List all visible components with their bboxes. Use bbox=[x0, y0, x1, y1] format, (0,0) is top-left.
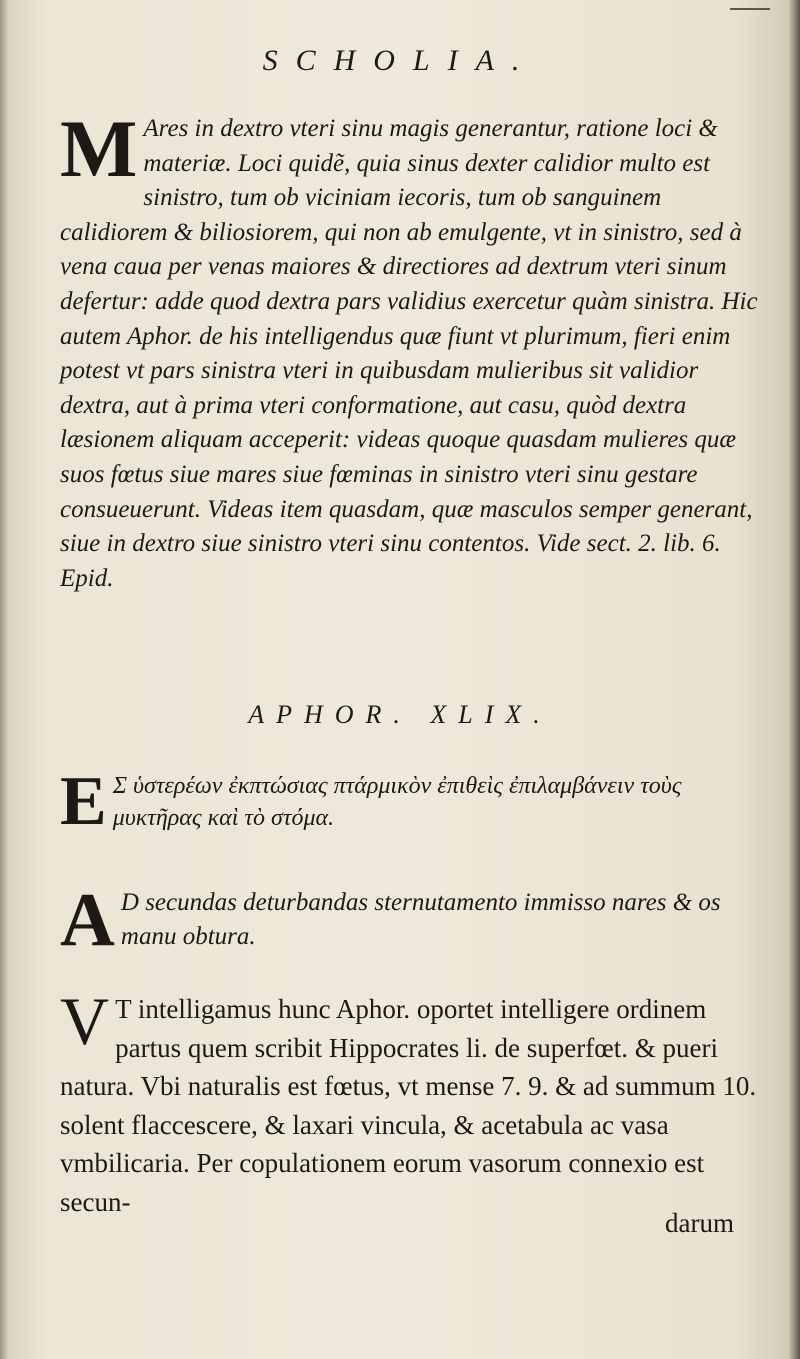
drop-cap-e: E bbox=[60, 763, 107, 840]
page-binding-edge bbox=[0, 0, 8, 1359]
drop-cap-a: A bbox=[60, 878, 115, 962]
greek-body: Σ ὑστερέων ἐκπτώσιας πτάρμικὸν ἐπιθεὶς ἐπιλαμβάνειν τοὺς μυκτῆρας καὶ τὸ στόμα. bbox=[112, 773, 682, 831]
running-header: SCHOLIA. bbox=[262, 44, 538, 77]
commentary-body: T intelligamus hunc Aphor. oportet intelligere ordinem partus quem scribit Hippocrates li. de superfœt. & pueri natura. Vbi naturalis est fœtus, vt mense 7. 9. & ad summum 10. solent flaccescere, & laxari vincula, & acetabula ac vasa vmbilicaria. Per copulationem eorum vasorum connexio est secun- bbox=[60, 994, 757, 1217]
commentary-paragraph bbox=[60, 983, 770, 1221]
drop-cap-v: V bbox=[60, 983, 110, 1059]
scholia-paragraph bbox=[60, 103, 770, 596]
drop-cap-m: M bbox=[60, 103, 138, 194]
greek-aphorism bbox=[60, 763, 770, 840]
page-outer-edge bbox=[788, 0, 800, 1359]
catchword: darum bbox=[665, 1208, 734, 1238]
scholia-body: Ares in dextro vteri sinu magis generantur, ratione loci & materiæ. Loci quidẽ, quia sinus dexter calidior multo est sinistro, tum ob viciniam iecoris, tum ob sanguinem calidiorem & biliosiorem, qui non ab emulgente, vt in sinistro, sed à vena caua per venas maiores & directiores ad dextrum vteri sinum defertur: adde quod dextra pars validius exercetur quàm sinistra. Hic autem Aphor. de his intelligendus quæ fiunt vt plurimum, fieri enim potest vt pars sinistra vteri in quibusdam mulieribus sit validior dextra, aut à prima vteri conformatione, aut casu, quòd dextra læsionem aliquam acceperit: videas quoque quasdam mulieres quæ suos fœtus siue mares siue fœminas in sinistro vteri sinu gestare consueuerunt. Videas item quasdam, quæ masculos semper generant, siue in dextro siue sinistro vteri sinu contentos. Vide sect. 2. lib. 6. Epid. bbox=[60, 115, 758, 592]
aphorism-heading: APHOR. XLIX. bbox=[248, 700, 552, 729]
latin-aphorism bbox=[60, 878, 770, 962]
ink-mark bbox=[730, 8, 770, 16]
latin-aphorism-body: D secundas deturbandas sternutamento immisso nares & os manu obtura. bbox=[120, 889, 721, 950]
